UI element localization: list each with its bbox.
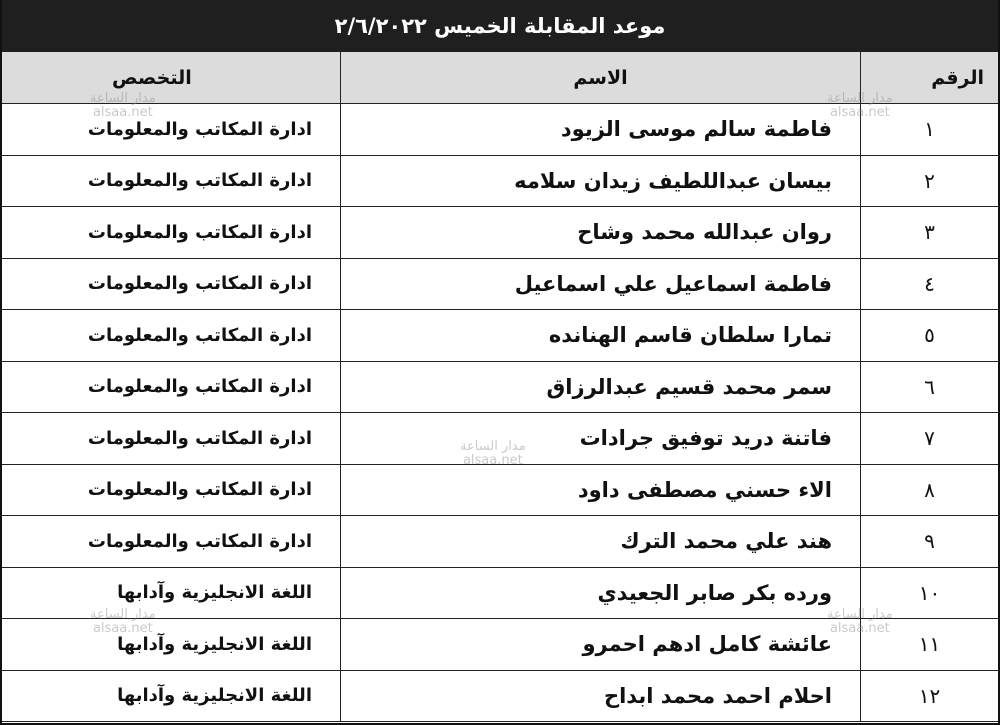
row-name: فاتنة دريد توفيق جرادات (340, 413, 860, 465)
header-number: الرقم (860, 52, 998, 104)
row-number: ٢ (860, 156, 998, 208)
row-name: تمارا سلطان قاسم الهنانده (340, 310, 860, 362)
row-specialty: ادارة المكاتب والمعلومات (2, 259, 340, 311)
row-number: ١٠ (860, 568, 998, 620)
row-specialty: ادارة المكاتب والمعلومات (2, 310, 340, 362)
watermark: مدار الساعة alsaa.net (90, 607, 156, 636)
row-number: ٥ (860, 310, 998, 362)
row-name: ورده بكر صابر الجعيدي (340, 568, 860, 620)
row-number: ٨ (860, 465, 998, 517)
table-row (2, 156, 998, 208)
row-name: احلام احمد محمد ابداح (340, 671, 860, 723)
row-name: بيسان عبداللطيف زيدان سلامه (340, 156, 860, 208)
table-row (2, 516, 998, 568)
row-name: فاطمة سالم موسى الزيود (340, 104, 860, 156)
watermark: مدار الساعة alsaa.net (827, 607, 893, 636)
table-row (2, 362, 998, 414)
row-specialty: ادارة المكاتب والمعلومات (2, 516, 340, 568)
row-specialty: ادارة المكاتب والمعلومات (2, 465, 340, 517)
header-specialty: التخصص (2, 52, 340, 104)
table-row (2, 310, 998, 362)
table-row (2, 207, 998, 259)
row-specialty: ادارة المكاتب والمعلومات (2, 413, 340, 465)
row-specialty: اللغة الانجليزية وآدابها (2, 568, 340, 620)
row-number: ١٢ (860, 671, 998, 723)
row-number: ٩ (860, 516, 998, 568)
row-number: ٣ (860, 207, 998, 259)
row-name: الاء حسني مصطفى داود (340, 465, 860, 517)
row-specialty: اللغة الانجليزية وآدابها (2, 619, 340, 671)
table-title: موعد المقابلة الخميس ٢/٦/٢٠٢٢ (2, 0, 998, 52)
row-name: روان عبدالله محمد وشاح (340, 207, 860, 259)
row-name: عائشة كامل ادهم احمرو (340, 619, 860, 671)
watermark: مدار الساعة alsaa.net (827, 91, 893, 120)
row-number: ١١ (860, 619, 998, 671)
row-name: سمر محمد قسيم عبدالرزاق (340, 362, 860, 414)
watermark: مدار الساعة alsaa.net (90, 91, 156, 120)
row-specialty: اللغة الانجليزية وآدابها (2, 671, 340, 723)
row-number: ٦ (860, 362, 998, 414)
table-row (2, 465, 998, 517)
row-name: هند علي محمد الترك (340, 516, 860, 568)
watermark: مدار الساعة alsaa.net (460, 439, 526, 468)
row-specialty: ادارة المكاتب والمعلومات (2, 362, 340, 414)
row-number: ٤ (860, 259, 998, 311)
row-specialty: ادارة المكاتب والمعلومات (2, 207, 340, 259)
row-specialty: ادارة المكاتب والمعلومات (2, 156, 340, 208)
table-row (2, 259, 998, 311)
row-number: ٧ (860, 413, 998, 465)
header-name: الاسم (340, 52, 860, 104)
table-row (2, 671, 998, 723)
row-specialty: ادارة المكاتب والمعلومات (2, 104, 340, 156)
row-number: ١ (860, 104, 998, 156)
row-name: فاطمة اسماعيل علي اسماعيل (340, 259, 860, 311)
